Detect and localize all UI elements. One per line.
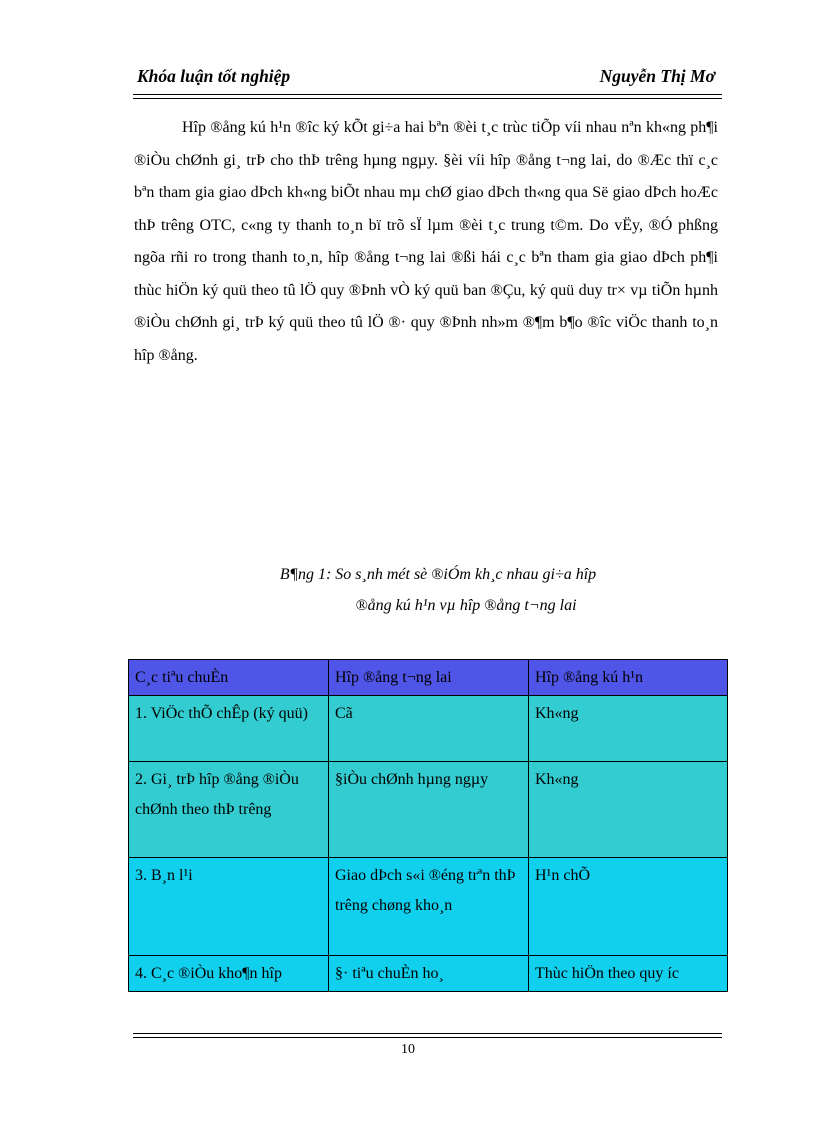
table-cell: Kh«ng xyxy=(529,696,728,762)
page-header xyxy=(133,66,721,90)
header-author-name: Nguyễn Thị Mơ xyxy=(599,66,715,86)
table-cell: 2. Gi¸ trÞ hîp ®ång ®iÒu chØnh theo thÞ trêng xyxy=(129,762,329,858)
table-cell: 3. B¸n l¹i xyxy=(129,858,329,956)
table-cell: 4. C¸c ®iÒu kho¶n hîp xyxy=(129,956,329,992)
header-futures: Hîp ®ång t¬ng lai xyxy=(329,660,529,696)
table-cell: H¹n chÕ xyxy=(529,858,728,956)
table-cell: 1. ViÖc thÕ chÊp (ký quü) xyxy=(129,696,329,762)
footer-divider xyxy=(133,1033,722,1038)
table-caption-line-2: ®ång kú h¹n vµ hîp ®ång t¬ng lai xyxy=(355,597,577,614)
header-forward: Hîp ®ång kú h¹n xyxy=(529,660,728,696)
body-paragraph: Hîp ®ång kú h¹n ®îc ký kÕt gi÷a hai bªn ®èi t¸c trùc tiÕp víi nhau nªn kh«ng ph¶i ®iÒu chØnh gi¸ trÞ cho thÞ trêng hµng ngµy. §èi víi hîp ®ång t¬ng lai, do ®Æc thï c¸c bªn tham gia giao dÞch kh«ng biÕt nhau mµ chØ giao dÞch th«ng qua Së giao dÞch hoÆc thÞ trêng OTC, c«ng ty thanh to¸n bï trõ sÏ lµm ®èi t¸c trung t©m. Do vËy, ®Ó phßng ngõa rñi ro trong thanh to¸n, hîp ®ång t¬ng lai ®ßi hái c¸c bªn tham gia giao dÞch ph¶i thùc hiÖn ký quü theo tû lÖ quy ®Þnh vÒ ký quü ban ®Çu, ký quü duy tr× vµ tiÕn hµnh ®iÒu chØnh gi¸ trÞ ký quü theo tû lÖ ®· quy ®Þnh nh»m ®¶m b¶o ®îc viÖc thanh to¸n hîp ®ång. xyxy=(134,119,718,364)
table-row xyxy=(129,858,728,956)
table-row xyxy=(129,696,728,762)
table-cell: Thùc hiÖn theo quy íc xyxy=(529,956,728,992)
table-header-row xyxy=(129,660,728,696)
comparison-table xyxy=(128,659,728,992)
header-divider xyxy=(133,94,722,99)
table-cell: §· tiªu chuÈn ho¸ xyxy=(329,956,529,992)
table-caption-line-1: B¶ng 1: So s¸nh mét sè ®iÓm kh¸c nhau gi÷a hîp xyxy=(279,566,597,583)
table-row xyxy=(129,762,728,858)
table-cell: §iÒu chØnh hµng ngµy xyxy=(329,762,529,858)
table-cell: Cã xyxy=(329,696,529,762)
table-cell: Giao dÞch s«i ®éng trªn thÞ trêng chøng kho¸n xyxy=(329,858,529,956)
header-thesis-title: Khóa luận tốt nghiệp xyxy=(137,66,291,86)
table-row xyxy=(129,956,728,992)
page-number: 10 xyxy=(401,1042,415,1057)
table-cell: Kh«ng xyxy=(529,762,728,858)
header-criteria: C¸c tiªu chuÈn xyxy=(129,660,329,696)
